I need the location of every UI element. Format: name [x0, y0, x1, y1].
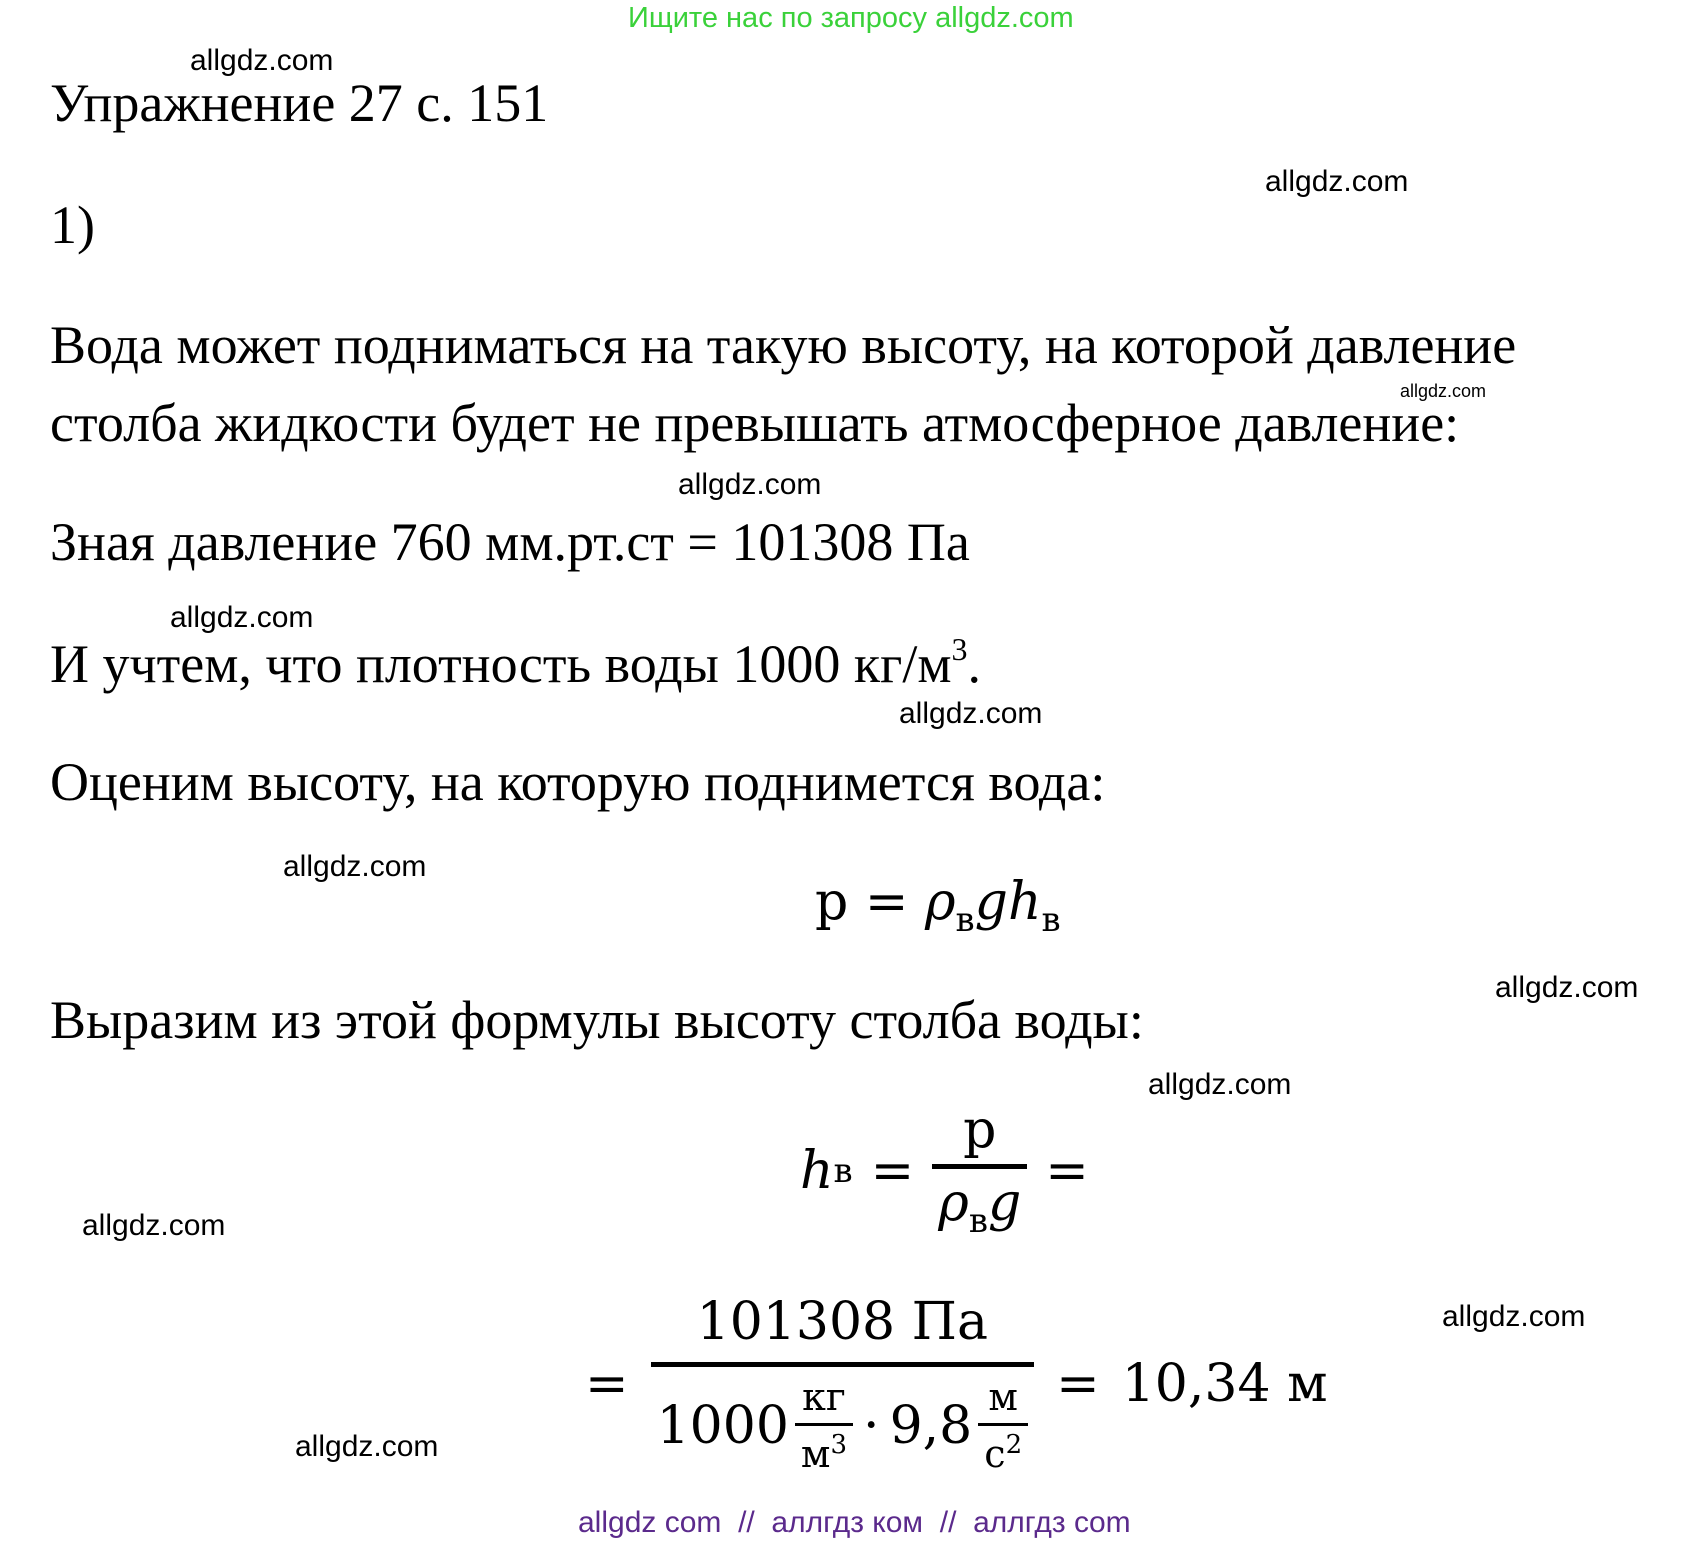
watermark: allgdz.com — [1442, 1300, 1586, 1333]
density-line — [50, 631, 981, 695]
unit-acceleration-denominator — [978, 1423, 1028, 1476]
watermark: allgdz.com — [82, 1209, 226, 1242]
formula-h: h — [800, 1140, 834, 1201]
formula-equals: = — [870, 1140, 915, 1201]
formula-equals: = — [1045, 1140, 1089, 1201]
express-line: Выразим из этой формулы высоту столба воды: — [50, 990, 1144, 1050]
formula-p: p — [815, 872, 849, 932]
watermark: allgdz.com — [295, 1430, 439, 1463]
formula-calculation — [585, 1292, 1328, 1476]
watermark: allgdz.com — [1495, 971, 1639, 1004]
density-text: И учтем, что плотность воды 1000 кг/м — [50, 634, 952, 694]
watermark: allgdz.com — [1400, 381, 1487, 401]
multiply-dot: · — [863, 1395, 880, 1456]
formula-h: h — [1007, 872, 1042, 932]
paragraph-line-1: Вода может подниматься на такую высоту, на которой давление — [50, 315, 1517, 375]
watermark: allgdz.com — [283, 850, 427, 883]
fraction-numerator: p — [963, 1100, 997, 1160]
formula-g: g — [974, 872, 1008, 932]
formula-sub: в — [955, 900, 975, 940]
unit-text: с — [984, 1432, 1006, 1476]
density-power: 3 — [951, 631, 968, 667]
fraction-denominator — [932, 1164, 1027, 1241]
unit-density-numerator: кг — [802, 1375, 846, 1419]
unit-power: 2 — [1005, 1430, 1023, 1460]
formula-rho: ρ — [924, 872, 956, 932]
item-number: 1) — [50, 195, 95, 255]
formula-equals: = — [864, 872, 909, 932]
estimate-line: Оценим высоту, на которую поднимется вода: — [50, 752, 1106, 812]
unit-acceleration-numerator: м — [988, 1375, 1018, 1419]
formula-height — [800, 1100, 1089, 1241]
watermark: allgdz.com — [1148, 1068, 1292, 1101]
pressure-line: Зная давление 760 мм.рт.ст = 101308 Па — [50, 512, 970, 572]
density-value: 1000 — [656, 1395, 789, 1456]
gravity-value: 9,8 — [889, 1395, 973, 1456]
exercise-title: Упражнение 27 с. 151 — [50, 73, 549, 133]
formula-g: g — [987, 1173, 1022, 1233]
watermark: allgdz.com — [899, 697, 1043, 730]
fraction — [932, 1100, 1027, 1241]
watermark: allgdz.com — [170, 601, 314, 634]
calculation-result: 10,34 м — [1121, 1354, 1328, 1414]
footer-links[interactable]: allgdz com // аллгдз ком // аллгдз com — [578, 1506, 1131, 1539]
calculation-numerator: 101308 Па — [696, 1292, 989, 1352]
paragraph-line-2: столба жидкости будет не превышать атмосферное давление: — [50, 393, 1460, 453]
density-end: . — [967, 634, 981, 694]
watermark: allgdz.com — [1265, 165, 1409, 198]
formula-sub: в — [833, 1150, 853, 1191]
formula-equals: = — [585, 1354, 629, 1414]
unit-power: 3 — [830, 1430, 848, 1460]
top-banner[interactable]: Ищите нас по запросу allgdz.com — [628, 2, 1074, 34]
unit-acceleration — [978, 1375, 1028, 1476]
formula-rho: ρ — [938, 1173, 969, 1233]
calculation-fraction — [651, 1292, 1035, 1476]
formula-sub: в — [1041, 900, 1061, 940]
formula-sub: в — [968, 1201, 988, 1241]
calculation-denominator — [651, 1362, 1035, 1476]
watermark: allgdz.com — [678, 468, 822, 501]
formula-pressure — [815, 872, 1061, 940]
watermark: allgdz.com — [190, 44, 334, 77]
unit-text: м — [800, 1432, 831, 1476]
unit-density-denominator — [795, 1423, 853, 1476]
formula-equals: = — [1056, 1354, 1100, 1414]
unit-density — [795, 1375, 853, 1476]
